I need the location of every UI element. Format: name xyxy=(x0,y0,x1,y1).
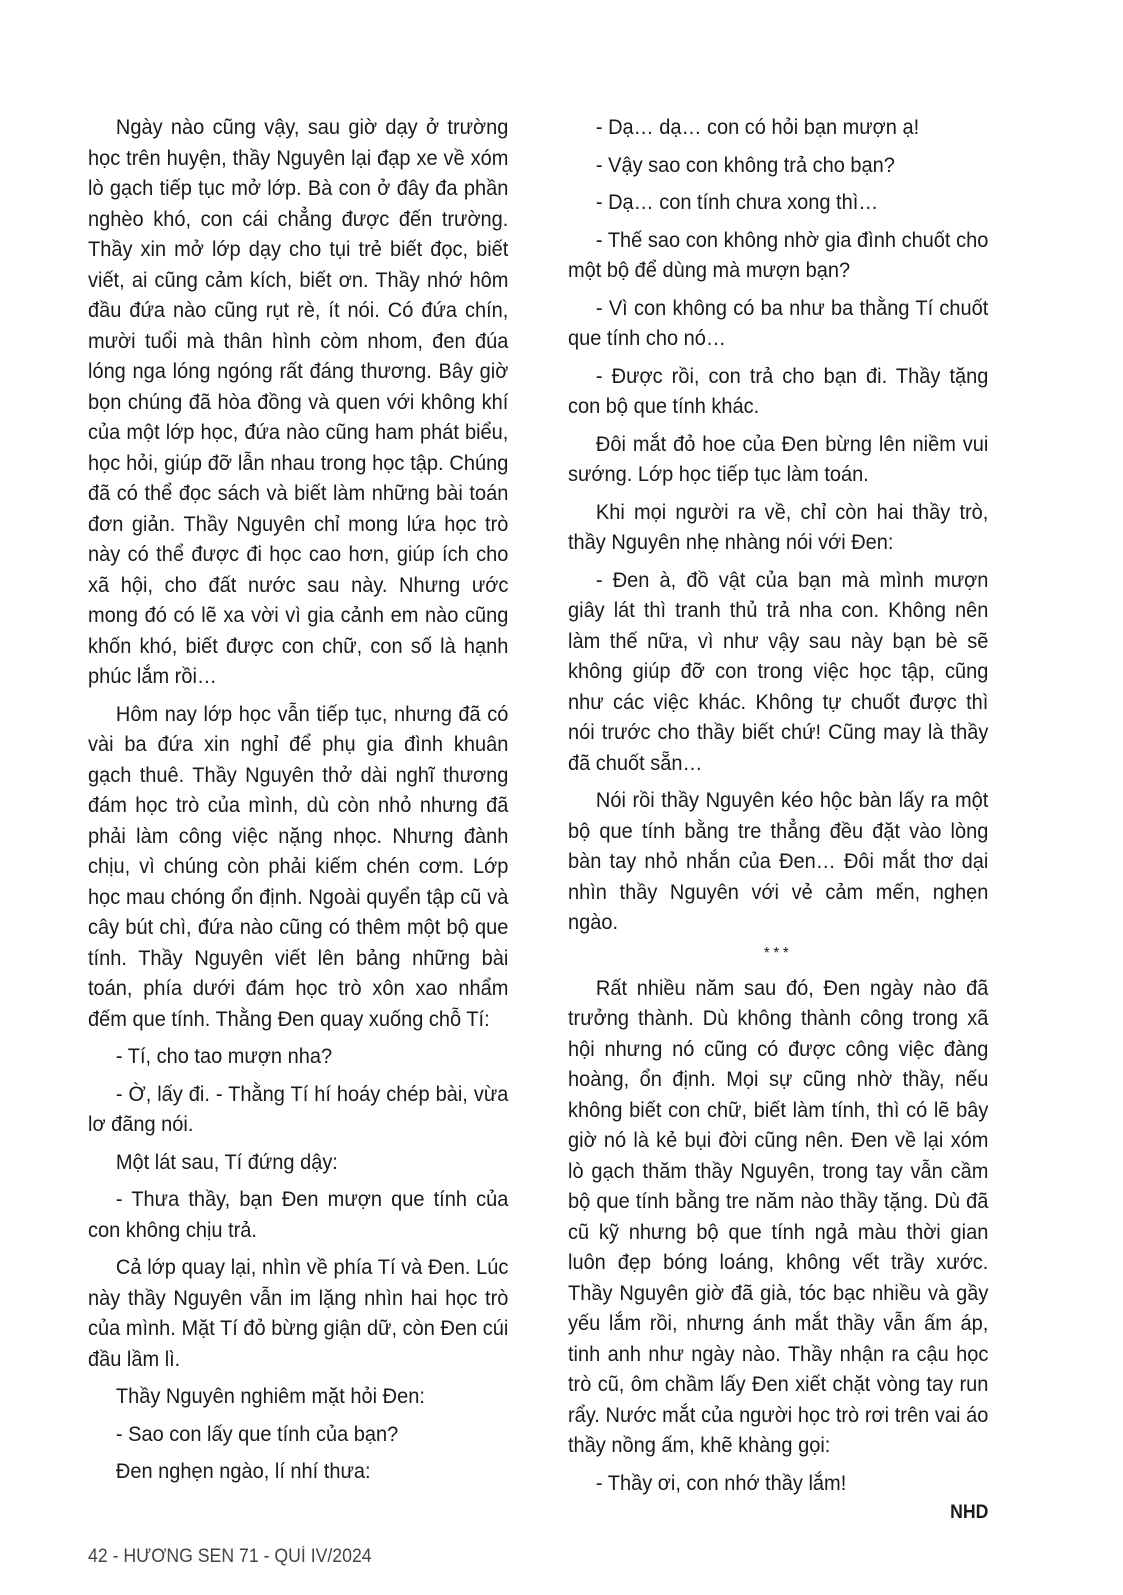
dialogue-line: - Dạ… con tính chưa xong thì… xyxy=(595,190,879,214)
paragraph: Một lát sau, Tí đứng dậy: xyxy=(115,1149,338,1174)
paragraph: Hôm nay lớp học vẫn tiếp tục, nhưng đã có vài ba đứa xin nghỉ để phụ gia đình khuân gạch thuê. Thầy Nguyên thở dài nghĩ thương đám học trò của mình, dù còn nhỏ nhưng đã phải làm công việc nặng nhọc. Nhưng đành chịu, vì chúng còn phải kiếm chén cơm. Lớp học mau chóng ổn định. Ngoài quyển tập cũ và cây bút chì, đứa nào cũng có thêm một bộ que tính. Thầy Nguyên viết lên bảng những bài toán, phía dưới đám học trò xôn xao nhẩm đếm que tính. Thằng Đen quay xuống chỗ Tí: xyxy=(88,701,509,1031)
dialogue-line: - Thưa thầy, bạn Đen mượn que tính của con không chịu trả. xyxy=(88,1187,509,1242)
dialogue-line: - Tí, cho tao mượn nha? xyxy=(115,1044,333,1068)
right-column xyxy=(568,112,988,1525)
dialogue-line: - Đen à, đồ vật của bạn mà mình mượn giây lát thì tranh thủ trả nha con. Không nên làm thế nữa, vì như vậy sau này bạn bè sẽ không giúp đỡ con trong việc học tập, cũng như các việc khác. Không tự chuốt được thì nói trước cho thầy biết chứ! Cũng may là thầy đã chuốt sẵn… xyxy=(568,567,989,775)
page-footer: 42 - HƯƠNG SEN 71 - QUÍ IV/2024 xyxy=(88,1546,372,1567)
paragraph: Thầy Nguyên nghiêm mặt hỏi Đen: xyxy=(115,1384,425,1408)
paragraph: Cả lớp quay lại, nhìn về phía Tí và Đen. Lúc này thầy Nguyên vẫn im lặng nhìn hai học trò của mình. Mặt Tí đỏ bừng giận dữ, còn Đen cúi đầu lầm lì. xyxy=(88,1255,509,1371)
dialogue-line: - Sao con lấy que tính của bạn? xyxy=(115,1421,399,1446)
dialogue-line: - Thế sao con không nhờ gia đình chuốt cho một bộ để dùng mà mượn bạn? xyxy=(568,227,989,282)
paragraph: Ngày nào cũng vậy, sau giờ dạy ở trường học trên huyện, thầy Nguyên lại đạp xe về xóm lò gạch tiếp tục mở lớp. Bà con ở đây đa phần nghèo khó, con cái chẳng được đến trường. Thầy xin mở lớp dạy cho tụi trẻ biết đọc, biết viết, ai cũng cảm kích, biết ơn. Thầy nhớ hôm đầu đứa nào cũng rụt rè, ít nói. Có đứa chín, mười tuổi mà thân hình còm nhom, đen đúa lóng nga lóng ngóng rất đáng thương. Bây giờ bọn chúng đã hòa đồng và quen với không khí của một lớp học, đứa nào cũng ham phát biểu, học hỏi, giúp đỡ lẫn nhau trong học tập. Chúng đã có thể đọc sách và biết làm những bài toán đơn giản. Thầy Nguyên chỉ mong lứa học trò này có thể được đi học cao hơn, giúp ích cho xã hội, cho đất nước sau này. Nhưng ước mong đó có lẽ xa vời vì gia cảnh em nào cũng khốn khó, biết được con chữ, con số là hạnh phúc lắm rồi… xyxy=(88,115,509,688)
dialogue-line: - Vậy sao con không trả cho bạn? xyxy=(595,152,895,177)
paragraph: Khi mọi người ra về, chỉ còn hai thầy trò, thầy Nguyên nhẹ nhàng nói với Đen: xyxy=(568,499,989,554)
left-column xyxy=(88,112,508,1494)
dialogue-line: - Vì con không có ba như ba thằng Tí chuốt que tính cho nó… xyxy=(568,295,989,350)
author-signature: NHD xyxy=(950,1502,989,1523)
paragraph: Nói rồi thầy Nguyên kéo hộc bàn lấy ra một bộ que tính bằng tre thẳng đều đặt vào lòng bàn tay nhỏ nhắn của Đen… Đôi mắt thơ dại nhìn thầy Nguyên với vẻ cảm mến, nghẹn ngào. xyxy=(568,788,989,934)
dialogue-line: - Dạ… dạ… con có hỏi bạn mượn ạ! xyxy=(595,115,920,139)
dialogue-line: - Được rồi, con trả cho bạn đi. Thầy tặng con bộ que tính khác. xyxy=(568,363,989,418)
paragraph: Đôi mắt đỏ hoe của Đen bừng lên niềm vui sướng. Lớp học tiếp tục làm toán. xyxy=(568,431,989,486)
paragraph: Đen nghẹn ngào, lí nhí thưa: xyxy=(115,1459,371,1483)
dialogue-line: - Ờ, lấy đi. - Thằng Tí hí hoáy chép bài, vừa lơ đãng nói. xyxy=(88,1081,509,1136)
paragraph: Rất nhiều năm sau đó, Đen ngày nào đã trưởng thành. Dù không thành công trong xã hội nhưng nó cũng có được công việc đàng hoàng, ổn định. Mọi sự cũng nhờ thầy, nếu không biết con chữ, biết làm tính, thì có lẽ bây giờ nó là kẻ bụi đời cũng nên. Đen về lại xóm lò gạch thăm thầy Nguyên, trong tay vẫn cầm bộ que tính bằng tre năm nào thầy tặng. Dù đã cũ kỹ nhưng bộ que tính ngả màu thời gian luôn đẹp bóng loáng, không vết trầy xước. Thầy Nguyên giờ đã già, tóc bạc nhiều và gầy yếu lắm rồi, nhưng ánh mắt thầy vẫn ấm áp, tinh anh như ngày nào. Thầy nhận ra cậu học trò cũ, ôm chầm lấy Đen xiết chặt vòng tay run rẩy. Nước mắt của người học trò rơi trên vai áo thầy nồng ấm, khẽ khàng gọi: xyxy=(568,975,989,1457)
dialogue-line: - Thầy ơi, con nhớ thầy lắm! xyxy=(595,1470,847,1495)
section-separator: *** xyxy=(763,944,793,962)
